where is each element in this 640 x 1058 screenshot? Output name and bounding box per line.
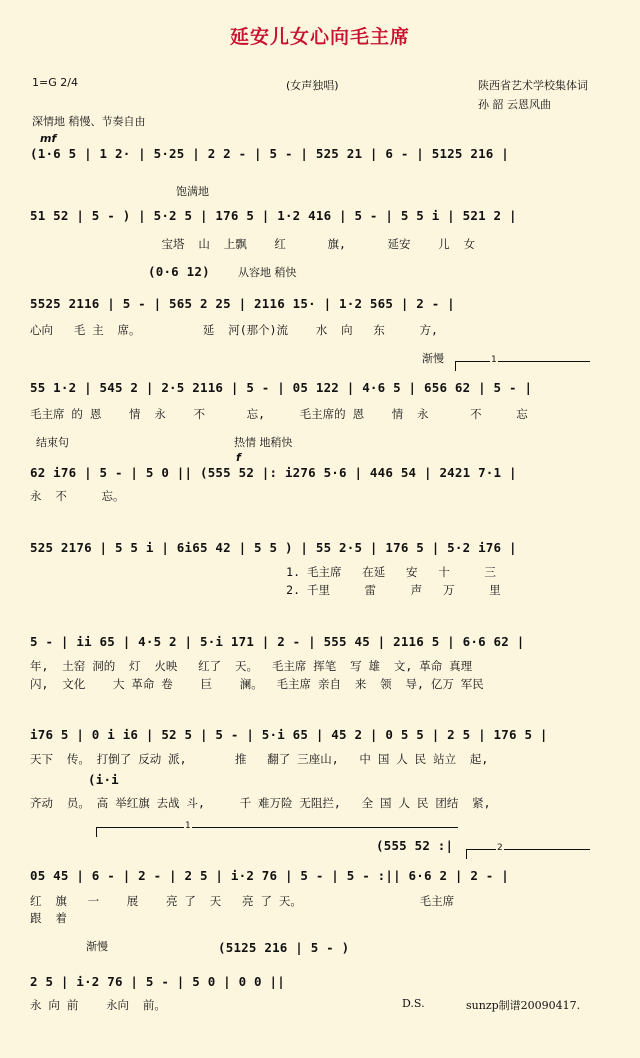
marking-full: 饱满地 [176,185,209,198]
pickup-row-9: (555 52 :| [376,838,454,853]
pickup-row-3: (0·6 12) [148,264,210,279]
marking-ending: 结束句 [36,436,69,449]
time-signature: 2/4 [60,76,78,89]
ds-marking: D.S. [402,997,425,1010]
marking-slow-1: 渐慢 [422,352,444,365]
volta-bracket-1-second: 1 [96,827,458,828]
dynamic-f: f [236,451,241,464]
expression-marking: 深情地 稍慢、节奏自由 [32,115,146,128]
volta-bracket-1: 1 [455,361,590,362]
lyricist-credit: 陕西省艺术学校集体词 [478,79,588,92]
score-row-3: 5525 2116 | 5 - | 565 2 25 | 2116 15· | 1·2 565 | 2 - | [30,296,455,311]
score-row-5: 62 i76 | 5 - | 5 0 || (555 52 |: i276 5·6 | 446 54 | 2421 7·1 | [30,465,517,480]
lyrics-row-3: 心向 毛 主 席。 延 河(那个)流 水 向 东 方, [30,323,438,337]
lyrics-row-5: 永 不 忘。 [30,489,125,503]
transcriber-credit: sunzp制谱20090417. [466,999,581,1012]
marking-calm: 从容地 稍快 [238,266,297,279]
dynamic-mf: mf [40,132,57,145]
composer-credit: 孙 韶 云恩风曲 [478,98,551,111]
marking-slow-2: 渐慢 [86,940,108,953]
lyrics-row-7-verse-1: 年, 土窑 洞的 灯 火映 红了 天。 毛主席 挥笔 写 雄 文, 革命 真理 [30,659,473,673]
lyrics-row-8-verse-1: 天下 传。 打倒了 反动 派, 推 翻了 三座山, 中 国 人 民 站立 起, [30,752,489,766]
lyrics-row-6-verse-2: 2. 千里 雷 声 万 里 [30,583,501,597]
marking-passion: 热情 地稍快 [234,436,293,449]
score-row-10: 2 5 | i·2 76 | 5 - | 5 0 | 0 0 || [30,974,285,989]
key-label: 1=G [32,76,57,89]
key-signature [32,76,78,89]
score-row-1: (1·6 5 | 1 2· | 5·25 | 2 2 - | 5 - | 525 21 | 6 - | 5125 216 | [30,146,509,161]
alt-pickup-row-8: (i·i [88,772,119,787]
score-row-9: 05 45 | 6 - | 2 - | 2 5 | i·2 76 | 5 - | 5 - :|| 6·6 2 | 2 - | [30,868,509,883]
score-row-6: 525 2176 | 5 5 i | 6i65 42 | 5 5 ) | 55 2·5 | 176 5 | 5·2 i76 | [30,540,517,555]
score-row-8: i76 5 | 0 i i6 | 52 5 | 5 - | 5·i 65 | 45 2 | 0 5 5 | 2 5 | 176 5 | [30,727,548,742]
lyrics-row-9-verse-2: 跟 着 [30,911,67,925]
lyrics-row-2: 宝塔 山 上飘 红 旗, 延安 儿 女 [30,237,475,251]
performance-type: (女声独唱) [286,79,339,92]
lyrics-row-4: 毛主席 的 恩 情 永 不 忘, 毛主席的 恩 情 永 不 忘 [30,407,528,421]
score-row-2: 51 52 | 5 - ) | 5·2 5 | 176 5 | 1·2 416 | 5 - | 5 5 i | 521 2 | [30,208,517,223]
lyrics-row-9-verse-1: 红 旗 一 展 亮 了 天 亮 了 天。 毛主席 [30,894,455,908]
score-row-4: 55 1·2 | 545 2 | 2·5 2116 | 5 - | 05 122 | 4·6 5 | 656 62 | 5 - | [30,380,533,395]
lyrics-row-6-verse-1: 1. 毛主席 在延 安 十 三 [30,565,496,579]
score-row-7: 5 - | ii 65 | 4·5 2 | 5·i 171 | 2 - | 555 45 | 2116 5 | 6·6 62 | [30,634,525,649]
song-title: 延安儿女心向毛主席 [229,26,410,48]
lyrics-row-10: 永 向 前 永向 前。 [30,998,166,1012]
pickup-row-10: (5125 216 | 5 - ) [218,940,350,955]
lyrics-row-7-verse-2: 闪, 文化 大 革命 卷 巨 澜。 毛主席 亲自 来 领 导, 亿万 军民 [30,677,484,691]
lyrics-row-8-verse-2: 齐动 员。 高 举红旗 去战 斗, 千 难万险 无阻拦, 全 国 人 民 团结 紧, [30,796,491,810]
volta-bracket-2: 2 [466,849,590,850]
